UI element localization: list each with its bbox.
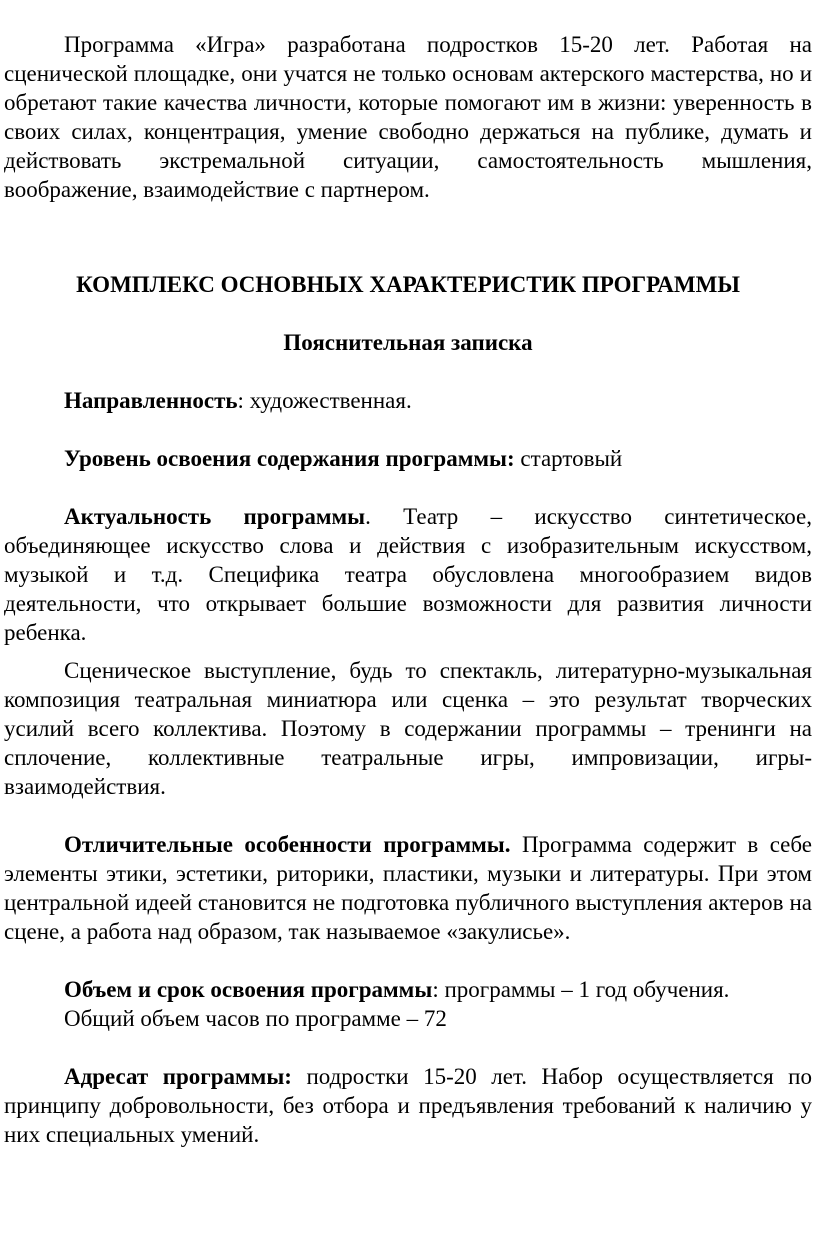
volume-text: : программы – 1 год обучения. — [432, 977, 730, 1002]
document-content — [4, 30, 812, 1149]
level-paragraph — [4, 444, 812, 473]
audience-paragraph — [4, 1062, 812, 1149]
direction-paragraph — [4, 386, 812, 415]
volume-label: Объем и срок освоения программы — [64, 977, 433, 1002]
relevance-paragraph-2: Сценическое выступление, будь то спектакль, литературно-музыкальная композиция театральная миниатюра или сценка – это результат творческих усилий всего коллектива. Поэтому в содержании программы – тренинги на сплочение, коллективные театральные игры, импровизации, игры-взаимодействия. — [4, 658, 812, 799]
intro-paragraph: Программа «Игра» разработана подростков 15-20 лет. Работая на сценической площадке, они учатся не только основам актерского мастерства, но и обретают такие качества личности, которые помогают им в жизни: уверенность в своих силах, концентрация, умение свободно держаться на публике, думать и действовать экстремальной ситуации, самостоятельность мышления, воображение, взаимодействие с партнером. — [4, 32, 812, 202]
features-paragraph — [4, 830, 812, 946]
subsection-title: Пояснительная записка — [283, 330, 533, 355]
relevance-label: Актуальность программы — [64, 504, 366, 529]
audience-label: Адресат программы: — [64, 1064, 292, 1089]
features-text: Программа содержит в себе элементы этики, эстетики, риторики, пластики, музыки и литературы. При этом центральной идеей становится не подготовка публичного выступления актеров на сцене, а работа над образом, так называемое «закулисье». — [4, 832, 812, 944]
level-label: Уровень освоения содержания программы: — [64, 446, 515, 471]
level-text: стартовый — [514, 446, 623, 471]
audience-text: подростки 15-20 лет. Набор осуществляется по принципу добровольности, без отбора и предъявления требований к наличию у них специальных умений. — [4, 1064, 812, 1147]
relevance-text: . Театр – искусство синтетическое, объединяющее искусство слова и действия с изобразительным искусством, музыкой и т.д. Специфика театра обусловлена многообразием видов деятельности, что открывает большие возможности для развития личности ребенка. — [4, 504, 812, 645]
volume-paragraph — [4, 975, 812, 1004]
features-label: Отличительные особенности программы. — [64, 832, 511, 857]
relevance-paragraph — [4, 502, 812, 647]
direction-text: : художественная. — [237, 388, 412, 413]
section-title: КОМПЛЕКС ОСНОВНЫХ ХАРАКТЕРИСТИК ПРОГРАММЫ — [76, 272, 740, 297]
volume-hours-line: Общий объем часов по программе – 72 — [64, 1006, 447, 1031]
direction-label: Направленность — [64, 388, 238, 413]
